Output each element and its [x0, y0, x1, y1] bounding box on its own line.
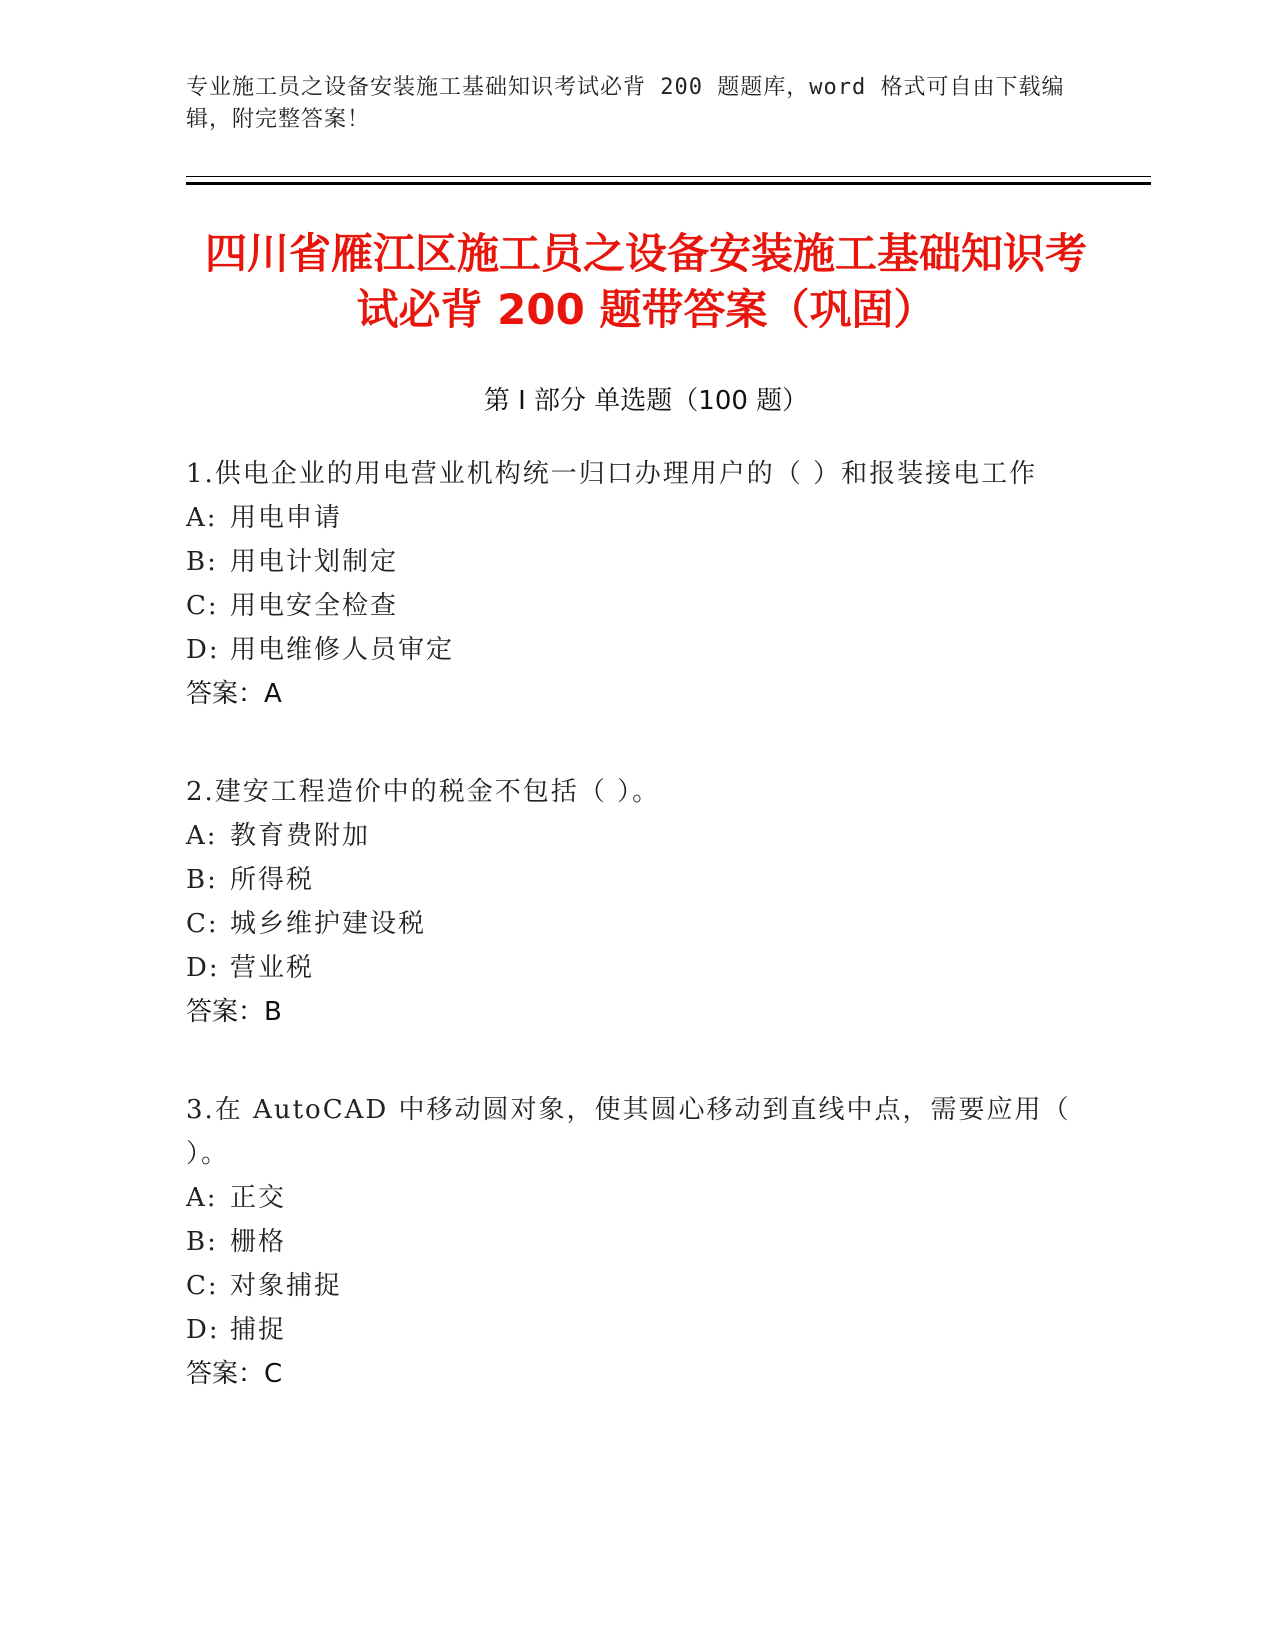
question-stem: 1.供电企业的用电营业机构统一归口办理用户的（ ）和报装接电工作 [186, 459, 1038, 489]
question-1 [186, 452, 1086, 716]
option-key: C: [186, 1271, 219, 1301]
section-title: 第 I 部分 单选题（100 题） [483, 386, 809, 416]
option-a [186, 1176, 1086, 1220]
option-b [186, 1220, 1086, 1264]
question-3 [186, 1088, 1086, 1396]
option-key: D: [186, 953, 220, 983]
option-text: 捕捉 [230, 1315, 287, 1345]
answer: 答案：C [186, 1359, 283, 1389]
answer: 答案：A [186, 679, 282, 709]
option-text: 营业税 [230, 953, 315, 983]
option-key: D: [186, 635, 220, 665]
option-text: 城乡维护建设税 [230, 909, 427, 939]
option-key: A: [186, 821, 218, 851]
option-text: 教育费附加 [230, 821, 371, 851]
header-rule-thick [186, 182, 1151, 185]
option-key: A: [186, 1183, 218, 1213]
header-note: 专业施工员之设备安装施工基础知识考试必背 200 题题库，word 格式可自由下载编辑，附完整答案！ [186, 75, 1065, 132]
question-2 [186, 770, 1086, 1034]
option-d [186, 1308, 1086, 1352]
option-c [186, 1264, 1086, 1308]
option-text: 所得税 [230, 865, 315, 895]
option-text: 正交 [230, 1183, 287, 1213]
answer: 答案：B [186, 997, 282, 1027]
option-key: B: [186, 865, 218, 895]
question-stem: 3.在 AutoCAD 中移动圆对象，使其圆心移动到直线中点，需要应用（ ）。 [186, 1095, 1071, 1169]
document-title: 四川省雁江区施工员之设备安装施工基础知识考试必背 200 题带答案（巩固） [204, 229, 1087, 334]
option-c [186, 584, 1086, 628]
option-key: C: [186, 591, 219, 621]
option-key: B: [186, 1227, 218, 1257]
option-c [186, 902, 1086, 946]
option-text: 用电安全检查 [230, 591, 399, 621]
option-key: C: [186, 909, 219, 939]
header-rule-thin [186, 176, 1151, 177]
option-a [186, 496, 1086, 540]
option-b [186, 540, 1086, 584]
option-text: 用电申请 [230, 503, 343, 533]
option-key: D: [186, 1315, 220, 1345]
question-stem: 2.建安工程造价中的税金不包括（ ）。 [186, 777, 661, 807]
option-d [186, 628, 1086, 672]
option-text: 对象捕捉 [230, 1271, 343, 1301]
option-key: A: [186, 503, 218, 533]
option-text: 用电计划制定 [230, 547, 399, 577]
option-text: 用电维修人员审定 [230, 635, 455, 665]
option-text: 栅格 [230, 1227, 287, 1257]
option-d [186, 946, 1086, 990]
option-b [186, 858, 1086, 902]
option-a [186, 814, 1086, 858]
option-key: B: [186, 547, 218, 577]
